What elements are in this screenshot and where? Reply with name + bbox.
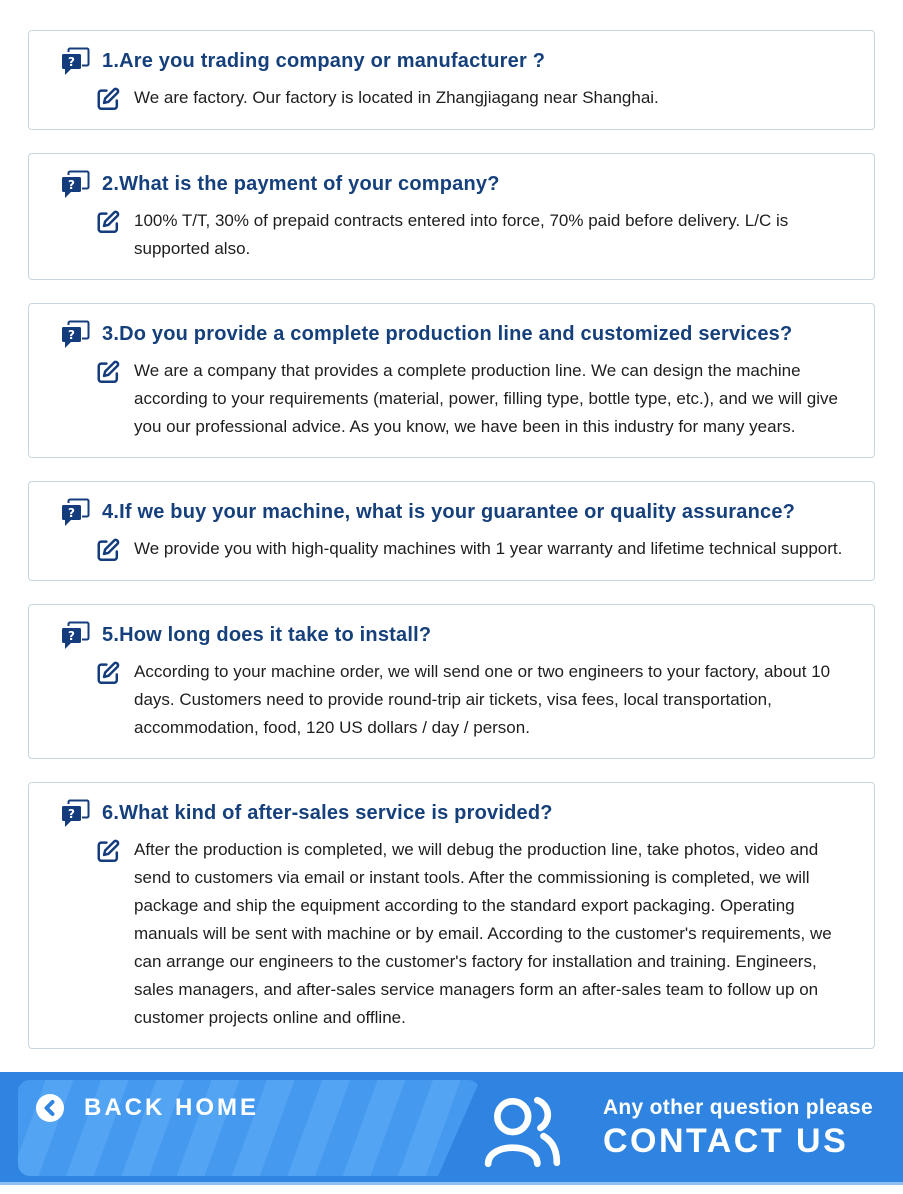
question-bubble-icon bbox=[59, 169, 91, 201]
question-bubble-icon bbox=[59, 497, 91, 529]
answer-text: We provide you with high-quality machines with 1 year warranty and lifetime technical support. bbox=[134, 539, 843, 558]
faq-card-6 bbox=[28, 782, 875, 1049]
answer-text: After the production is completed, we will debug the production line, take photos, video and send to customers via email or instant tools. After the commissioning is completed, we will package and ship the equipment according to the standard export packaging. Operating manuals will be sent with machine or by email. According to the customer's requirements, we can arrange our engineers to the customer's factory for installation and training. Engineers, sales managers, and after-sales service managers form an after-sales team to follow up on customer projects online and offline. bbox=[134, 840, 832, 1027]
answer-text: We are a company that provides a complete production line. We can design the machine according to your requirements (material, power, filling type, bottle type, etc.), and we will give you our professional advice. As you know, we have been in this industry for many years. bbox=[134, 361, 838, 436]
answer-row bbox=[95, 535, 860, 564]
faq-card-4 bbox=[28, 481, 875, 581]
question-bubble-icon bbox=[59, 798, 91, 830]
faq-card-1 bbox=[28, 30, 875, 130]
question-bubble-icon bbox=[59, 620, 91, 652]
footer-banner bbox=[0, 1072, 903, 1185]
contact-subtitle: Any other question please bbox=[602, 1096, 873, 1119]
question-title: 6.What kind of after-sales service is provided? bbox=[102, 802, 553, 824]
question-row bbox=[59, 797, 860, 830]
question-title: 1.Are you trading company or manufacturer ? bbox=[102, 50, 546, 72]
answer-row bbox=[95, 836, 860, 1032]
people-icon bbox=[479, 1090, 567, 1172]
question-row bbox=[59, 496, 860, 529]
bottom-margin bbox=[0, 1185, 903, 1194]
contact-text bbox=[603, 1096, 873, 1161]
question-row bbox=[59, 318, 860, 351]
edit-pencil-icon bbox=[95, 660, 122, 687]
faq-card-3 bbox=[28, 303, 875, 458]
answer-row bbox=[95, 357, 860, 441]
answer-row bbox=[95, 207, 860, 263]
back-home-button[interactable] bbox=[36, 1094, 259, 1122]
edit-pencil-icon bbox=[95, 209, 122, 236]
edit-pencil-icon bbox=[95, 359, 122, 386]
answer-text: According to your machine order, we will send one or two engineers to your factory, about 10 days. Customers need to provide round-trip air tickets, visa fees, local transportation, accommodation, food, 120 US dollars / day / person. bbox=[134, 662, 831, 737]
edit-pencil-icon bbox=[95, 838, 122, 865]
answer-row bbox=[95, 84, 860, 113]
contact-us-button[interactable] bbox=[479, 1072, 873, 1185]
back-home-label: BACK HOME bbox=[84, 1094, 259, 1121]
question-title: 5.How long does it take to install? bbox=[102, 624, 432, 646]
question-title: 2.What is the payment of your company? bbox=[102, 173, 500, 195]
question-title: 3.Do you provide a complete production line and customized services? bbox=[102, 323, 793, 345]
answer-text: We are factory. Our factory is located in Zhangjiagang near Shanghai. bbox=[134, 88, 659, 107]
question-row bbox=[59, 168, 860, 201]
contact-title: CONTACT US bbox=[602, 1122, 849, 1160]
question-row bbox=[59, 45, 860, 78]
question-row bbox=[59, 619, 860, 652]
faq-card-2 bbox=[28, 153, 875, 280]
answer-row bbox=[95, 658, 860, 742]
question-bubble-icon bbox=[59, 46, 91, 78]
question-bubble-icon bbox=[59, 319, 91, 351]
question-title: 4.If we buy your machine, what is your guarantee or quality assurance? bbox=[102, 501, 796, 523]
edit-pencil-icon bbox=[95, 86, 122, 113]
chevron-left-circle-icon bbox=[36, 1094, 64, 1122]
edit-pencil-icon bbox=[95, 537, 122, 564]
answer-text: 100% T/T, 30% of prepaid contracts entered into force, 70% paid before delivery. L/C is supported also. bbox=[134, 211, 789, 258]
faq-card-5 bbox=[28, 604, 875, 759]
